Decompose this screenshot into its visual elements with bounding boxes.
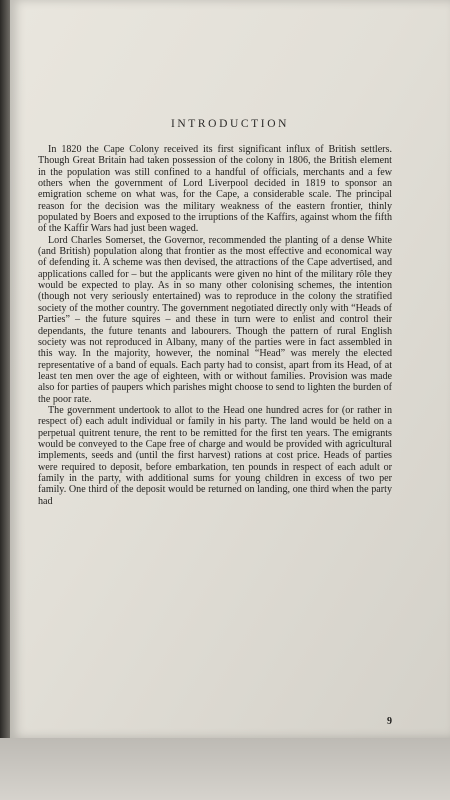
body-text xyxy=(38,144,392,507)
chapter-heading: INTRODUCTION xyxy=(170,118,290,130)
page-number: 9 xyxy=(387,716,392,727)
paragraph-3: The government undertook to allot to the Head one hundred acres for (or rather in respect of) each adult individual or family in his party. The land would be held on a perpetual quitrent tenure, the rent to be remitted for the first ten years. The emigrants would be conveyed to the Cape free of charge and would be provided with agricultural implements, seeds and (until the first harvest) rations at cost price. Heads of parties were required to deposit, before embarkation, ten pounds in respect of each adult or family in the party, with additional sums for young children in excess of two per family. One third of the deposit would be returned on landing, one third when the party had xyxy=(38,404,392,507)
table-surface xyxy=(0,738,450,800)
paragraph-1: In 1820 the Cape Colony received its first significant influx of British settlers. Though Great Britain had taken possession of the colony in 1806, the British element in the population was still confined to a handful of officials, merchants and a few others when the government of Lord Liverpool decided in 1819 to sponsor an emigration scheme on what was, for the Cape, a considerable scale. The principal reason for the decision was the military weakness of the eastern frontier, thinly populated by Boers and exposed to the irruptions of the Kaffirs, against whom the fifth of the Kaffir Wars had just been waged. xyxy=(38,144,392,235)
paragraph-2: Lord Charles Somerset, the Governor, recommended the planting of a dense White (and British) population along that frontier as the most effective and economical way of defending it. A scheme was then devised, the attractions of the Cape advertised, and applications called for – but the applicants were given no hint of the military rôle they would be expected to play. As in so many other colonising schemes, the intention (though not very seriously entertained) was to reproduce in the colony the stratified society of the mother country. The government negotiated directly only with “Heads of Parties” – the future squires – and these in turn were to enlist and control their dependants, the future tenants and labourers. Though the pattern of rural English society was not reproduced in Albany, many of the parties were in fact assembled in this way. In the majority, however, the nominal “Head” was merely the elected representative of a band of equals. Each party had to consist, apart from its Head, of at least ten men over the age of eighteen, with or without families. Provision was made also for parties of paupers which parishes might choose to send to lighten the burden of the poor rate. xyxy=(38,234,392,405)
